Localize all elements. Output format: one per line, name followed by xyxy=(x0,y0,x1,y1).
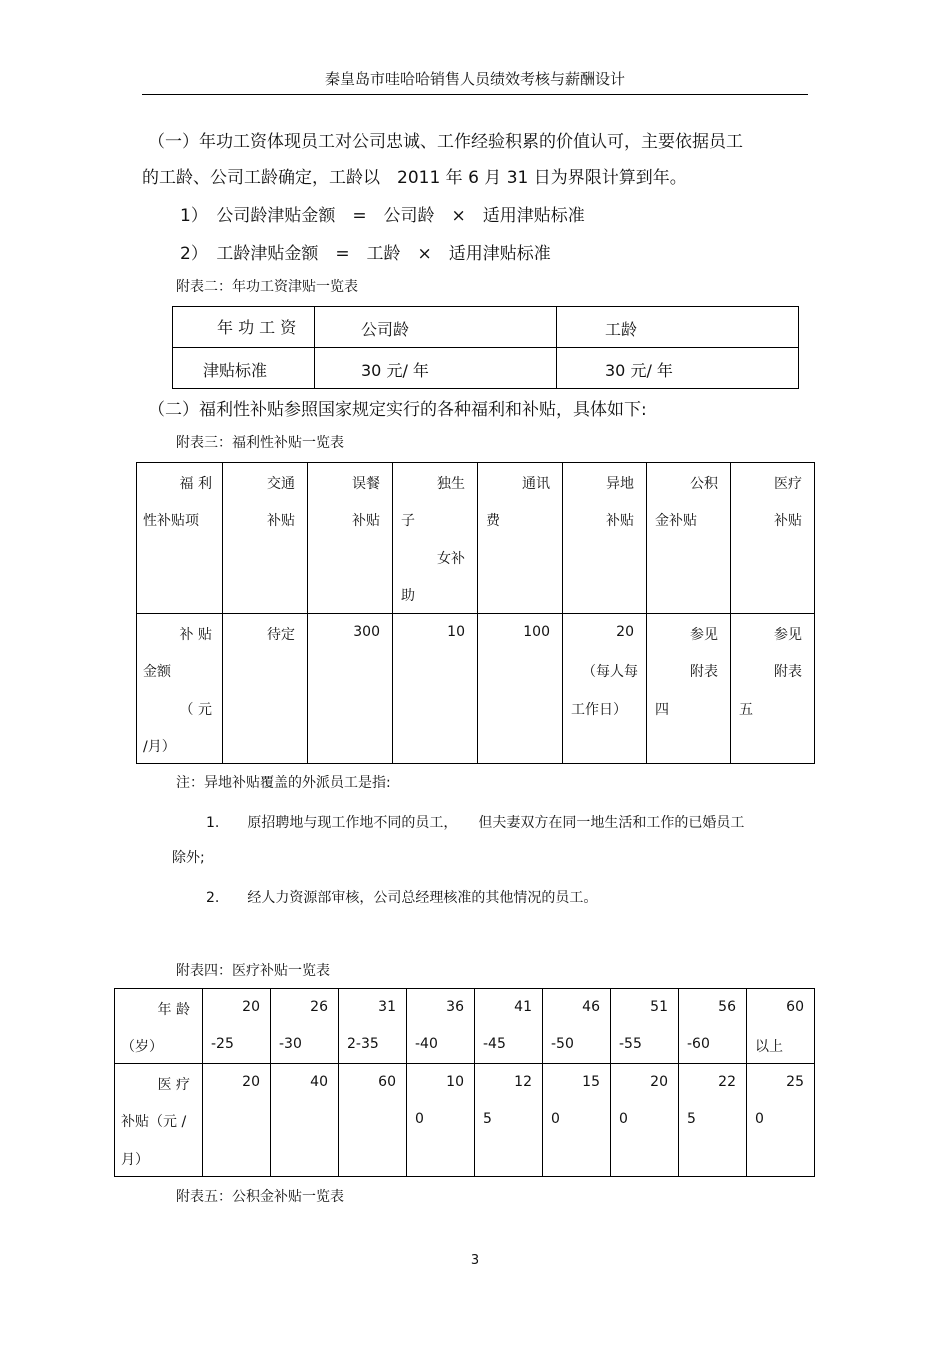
t3-offsite-value: 20 xyxy=(616,624,634,640)
t3-offsite-note2: 工作日） xyxy=(571,702,627,718)
subsidy-value-bottom: 0 xyxy=(619,1111,628,1127)
age-band-top: 51 xyxy=(650,999,668,1015)
section1-line2: 的工龄、公司工龄确定，工龄以 2011 年 6 月 31 日为界限计算到年。 xyxy=(142,168,687,188)
t3-h0-line1: 福 利 xyxy=(179,476,212,492)
t3-medical-ref2: 附表 xyxy=(774,664,802,680)
subsidy-value-top: 12 xyxy=(514,1074,532,1090)
t4-age-label2: （岁） xyxy=(121,1039,163,1055)
t3-meal-value: 300 xyxy=(353,624,380,640)
note-item1-line2: 除外; xyxy=(172,850,205,866)
t4-subsidy-label2: 补贴（元 / xyxy=(121,1114,187,1130)
age-band-bottom: -50 xyxy=(551,1036,574,1052)
t3-h0-line2: 性补贴项 xyxy=(143,513,199,529)
subsidy-row xyxy=(115,1064,815,1177)
t3-h6-line2: 金补贴 xyxy=(655,513,697,529)
age-band-bottom: -30 xyxy=(279,1036,302,1052)
age-band-top: 36 xyxy=(446,999,464,1015)
table2-row-label: 津贴标准 xyxy=(203,361,268,380)
medical-subsidy-table xyxy=(114,988,815,1177)
formula-company-age: 1） 公司龄津贴金额 = 公司龄 × 适用津贴标准 xyxy=(180,206,585,226)
subsidy-value-bottom: 0 xyxy=(755,1111,764,1127)
section1-line1: （一）年功工资体现员工对公司忠诚、工作经验积累的价值认可，主要依据员工 xyxy=(148,132,743,152)
age-band-top: 26 xyxy=(310,999,328,1015)
document-header-title: 秦皇岛市哇哈哈销售人员绩效考核与薪酬设计 xyxy=(324,70,625,88)
age-band-bottom: -45 xyxy=(483,1036,506,1052)
welfare-subsidy-table xyxy=(136,462,815,764)
t3-medical-ref3: 五 xyxy=(739,702,753,718)
age-band-bottom: -25 xyxy=(211,1036,234,1052)
table5-caption: 附表五：公积金补贴一览表 xyxy=(176,1189,344,1205)
t3-h3-line3: 女补 xyxy=(437,551,465,567)
t3-onlychild-value: 10 xyxy=(447,624,465,640)
table2-header-company-age: 公司龄 xyxy=(361,320,410,339)
table2-caption: 附表二：年功工资津贴一览表 xyxy=(176,279,358,295)
header-rule xyxy=(142,94,808,95)
t3-h5-line1: 异地 xyxy=(606,476,634,492)
t3-h7-line2: 补贴 xyxy=(774,513,802,529)
table2-work-age-rate: 30 元/ 年 xyxy=(605,361,673,380)
t3-h4-line1: 通讯 xyxy=(522,476,550,492)
t4-subsidy-label3: 月） xyxy=(121,1152,149,1168)
t3-v0-line3: （ 元 xyxy=(179,702,212,718)
age-band-bottom: 以上 xyxy=(755,1039,783,1055)
t3-h5-line2: 补贴 xyxy=(606,513,634,529)
t3-h2-line2: 补贴 xyxy=(352,513,380,529)
t4-age-label1: 年 龄 xyxy=(157,1002,190,1018)
age-band-top: 60 xyxy=(786,999,804,1015)
t3-h3-line1: 独生 xyxy=(437,476,465,492)
page-number: 3 xyxy=(470,1253,480,1268)
t3-h4-line2: 费 xyxy=(486,513,500,529)
t3-v0-line2: 金额 xyxy=(143,664,171,680)
table2-header-seniority: 年 功 工 资 xyxy=(217,318,297,337)
t3-h6-line1: 公积 xyxy=(690,476,718,492)
table4-caption: 附表四：医疗补贴一览表 xyxy=(176,963,330,979)
section2-line: （二）福利性补贴参照国家规定实行的各种福利和补贴，具体如下: xyxy=(148,400,647,420)
t3-fund-ref1: 参见 xyxy=(690,627,718,643)
note-title: 注：异地补贴覆盖的外派员工是指: xyxy=(176,775,391,791)
table2-company-age-rate: 30 元/ 年 xyxy=(361,361,429,380)
age-row xyxy=(115,989,815,1064)
seniority-allowance-table xyxy=(172,306,799,389)
t3-h1-line2: 补贴 xyxy=(267,513,295,529)
age-band-bottom: -55 xyxy=(619,1036,642,1052)
t3-v0-line4: /月） xyxy=(143,739,176,755)
subsidy-value-top: 22 xyxy=(718,1074,736,1090)
t3-h2-line1: 误餐 xyxy=(352,476,380,492)
t3-telecom-value: 100 xyxy=(523,624,550,640)
age-band-top: 56 xyxy=(718,999,736,1015)
t3-h7-line1: 医疗 xyxy=(774,476,802,492)
t3-medical-ref1: 参见 xyxy=(774,627,802,643)
t3-v0-line1: 补 贴 xyxy=(179,627,212,643)
age-band-bottom: 2-35 xyxy=(347,1036,379,1052)
age-band-bottom: -60 xyxy=(687,1036,710,1052)
subsidy-value-top: 20 xyxy=(650,1074,668,1090)
formula-work-age: 2） 工龄津贴金额 = 工龄 × 适用津贴标准 xyxy=(180,244,551,264)
note-item2: 2. 经人力资源部审核，公司总经理核准的其他情况的员工。 xyxy=(206,890,598,906)
subsidy-value-top: 20 xyxy=(242,1074,260,1090)
t3-fund-ref3: 四 xyxy=(655,702,669,718)
table3-caption: 附表三：福利性补贴一览表 xyxy=(176,435,344,451)
age-band-bottom: -40 xyxy=(415,1036,438,1052)
subsidy-value-top: 60 xyxy=(378,1074,396,1090)
subsidy-value-top: 25 xyxy=(786,1074,804,1090)
age-band-top: 46 xyxy=(582,999,600,1015)
age-band-top: 20 xyxy=(242,999,260,1015)
t3-offsite-note1: （每人每 xyxy=(582,664,638,680)
subsidy-value-bottom: 0 xyxy=(415,1111,424,1127)
subsidy-value-top: 10 xyxy=(446,1074,464,1090)
subsidy-value-bottom: 5 xyxy=(483,1111,492,1127)
subsidy-value-bottom: 0 xyxy=(551,1111,560,1127)
t4-subsidy-label1: 医 疗 xyxy=(157,1077,190,1093)
t3-transport-value: 待定 xyxy=(267,627,295,643)
age-band-top: 31 xyxy=(378,999,396,1015)
t3-fund-ref2: 附表 xyxy=(690,664,718,680)
note-item1-line1: 1. 原招聘地与现工作地不同的员工， 但夫妻双方在同一地生活和工作的已婚员工 xyxy=(206,815,745,831)
t3-h3-line4: 助 xyxy=(401,588,415,604)
t3-h3-line2: 子 xyxy=(401,513,415,529)
age-band-top: 41 xyxy=(514,999,532,1015)
subsidy-value-bottom: 5 xyxy=(687,1111,696,1127)
subsidy-value-top: 15 xyxy=(582,1074,600,1090)
t3-h1-line1: 交通 xyxy=(267,476,295,492)
table2-header-work-age: 工龄 xyxy=(605,320,638,339)
subsidy-value-top: 40 xyxy=(310,1074,328,1090)
